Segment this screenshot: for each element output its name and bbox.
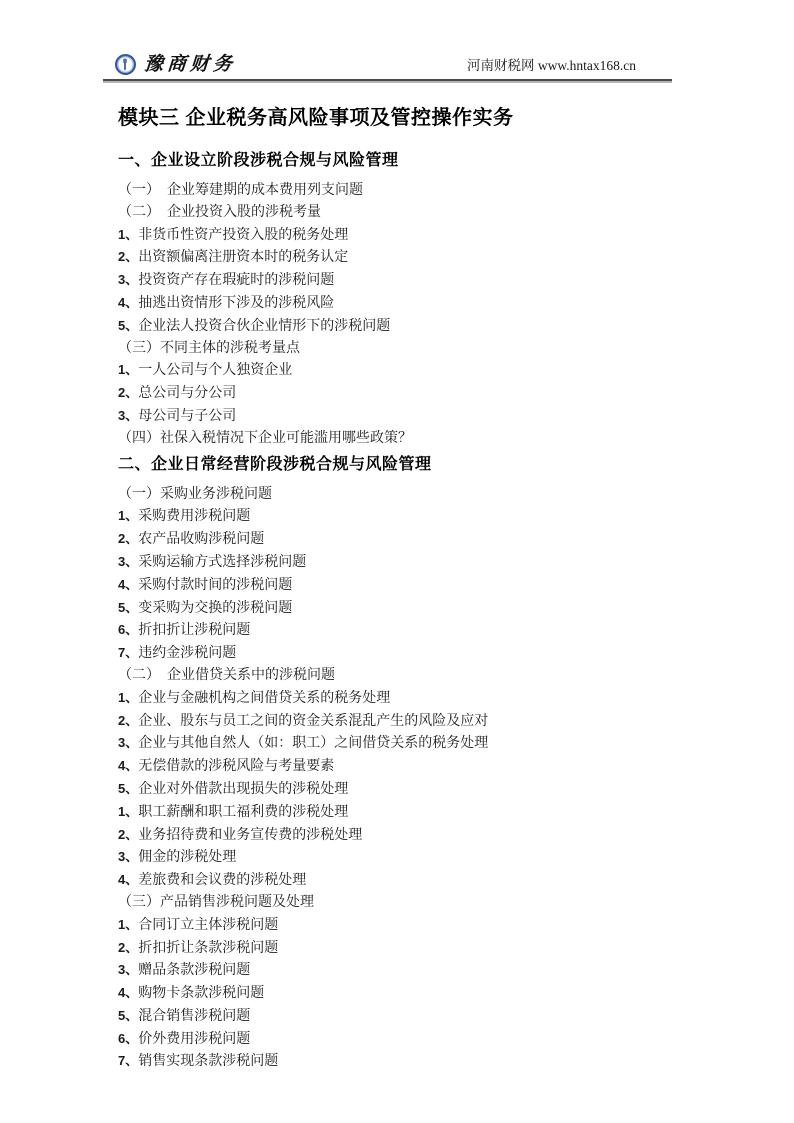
header-divider [103, 79, 672, 81]
outline-item: 5、企业对外借款出现损失的涉税处理 [118, 780, 349, 797]
outline-item: 5、混合销售涉税问题 [118, 1007, 251, 1024]
outline-item: 2、农产品收购涉税问题 [118, 531, 265, 548]
logo-text: 豫商财务 [143, 53, 237, 75]
outline-item: 3、佣金的涉税处理 [118, 849, 237, 866]
outline-item: 7、销售实现条款涉税问题 [118, 1053, 279, 1070]
outline-list [118, 180, 690, 450]
document-body [118, 105, 690, 1073]
outline-item: 3、投资资产存在瑕疵时的涉税问题 [118, 272, 335, 289]
site-url-text: 河南财税网 www.hntax168.cn [467, 58, 636, 73]
doc-title: 模块三 企业税务高风险事项及管控操作实务 [118, 107, 514, 129]
outline-item: 2、企业、股东与员工之间的资金关系混乱产生的风险及应对 [118, 712, 489, 729]
outline-item: 4、抽逃出资情形下涉及的涉税风险 [118, 294, 335, 311]
section-heading: 一、企业设立阶段涉税合规与风险管理 [118, 152, 399, 169]
outline-item: 1、采购费用涉税问题 [118, 508, 251, 525]
section-daily-operation-stage [118, 453, 690, 1074]
outline-item: （一）采购业务涉税问题 [118, 486, 272, 502]
outline-item: 6、折扣折让涉税问题 [118, 622, 251, 639]
outline-item: 5、企业法人投资合伙企业情形下的涉税问题 [118, 317, 391, 334]
outline-item: 3、母公司与子公司 [118, 407, 237, 424]
section-setup-stage [118, 149, 690, 450]
outline-item: （三）不同主体的涉税考量点 [118, 340, 300, 356]
outline-item: 2、出资额偏离注册资本时的税务认定 [118, 249, 349, 266]
outline-item: 1、职工薪酬和职工福利费的涉税处理 [118, 803, 349, 820]
outline-item: 2、折扣折让条款涉税问题 [118, 939, 279, 956]
outline-item: 4、采购付款时间的涉税问题 [118, 576, 293, 593]
outline-item: 6、价外费用涉税问题 [118, 1030, 251, 1047]
outline-item: 4、购物卡条款涉税问题 [118, 985, 265, 1002]
section-heading: 二、企业日常经营阶段涉税合规与风险管理 [118, 455, 432, 473]
outline-item: （三）产品销售涉税问题及处理 [118, 894, 314, 910]
logo [115, 54, 236, 75]
outline-item: 2、业务招待费和业务宣传费的涉税处理 [118, 826, 363, 843]
outline-item: 4、无偿借款的涉税风险与考量要素 [118, 758, 335, 775]
outline-list [118, 484, 690, 1074]
outline-item: 1、合同订立主体涉税问题 [118, 916, 279, 933]
outline-item: （四）社保入税情况下企业可能滥用哪些政策？ [118, 430, 412, 446]
page-header [0, 0, 794, 81]
company-emblem-icon [115, 54, 136, 75]
outline-item: （二） 企业借贷关系中的涉税问题 [118, 667, 335, 683]
outline-item: 1、企业与金融机构之间借贷关系的税务处理 [118, 689, 391, 706]
outline-item: 3、采购运输方式选择涉税问题 [118, 553, 307, 570]
outline-item: 3、赠品条款涉税问题 [118, 962, 251, 979]
outline-item: 3、企业与其他自然人（如：职工）之间借贷关系的税务处理 [118, 735, 489, 752]
outline-item: 4、差旅费和会议费的涉税处理 [118, 872, 307, 889]
outline-item: 5、变采购为交换的涉税问题 [118, 599, 293, 616]
outline-item: 1、非货币性资产投资入股的税务处理 [118, 226, 349, 243]
outline-item: 2、总公司与分公司 [118, 385, 237, 402]
outline-item: 1、一人公司与个人独资企业 [118, 362, 293, 379]
outline-item: （二） 企业投资入股的涉税考量 [118, 204, 321, 220]
outline-item: 7、违约金涉税问题 [118, 645, 237, 662]
outline-item: （一） 企业筹建期的成本费用列支问题 [118, 183, 363, 198]
